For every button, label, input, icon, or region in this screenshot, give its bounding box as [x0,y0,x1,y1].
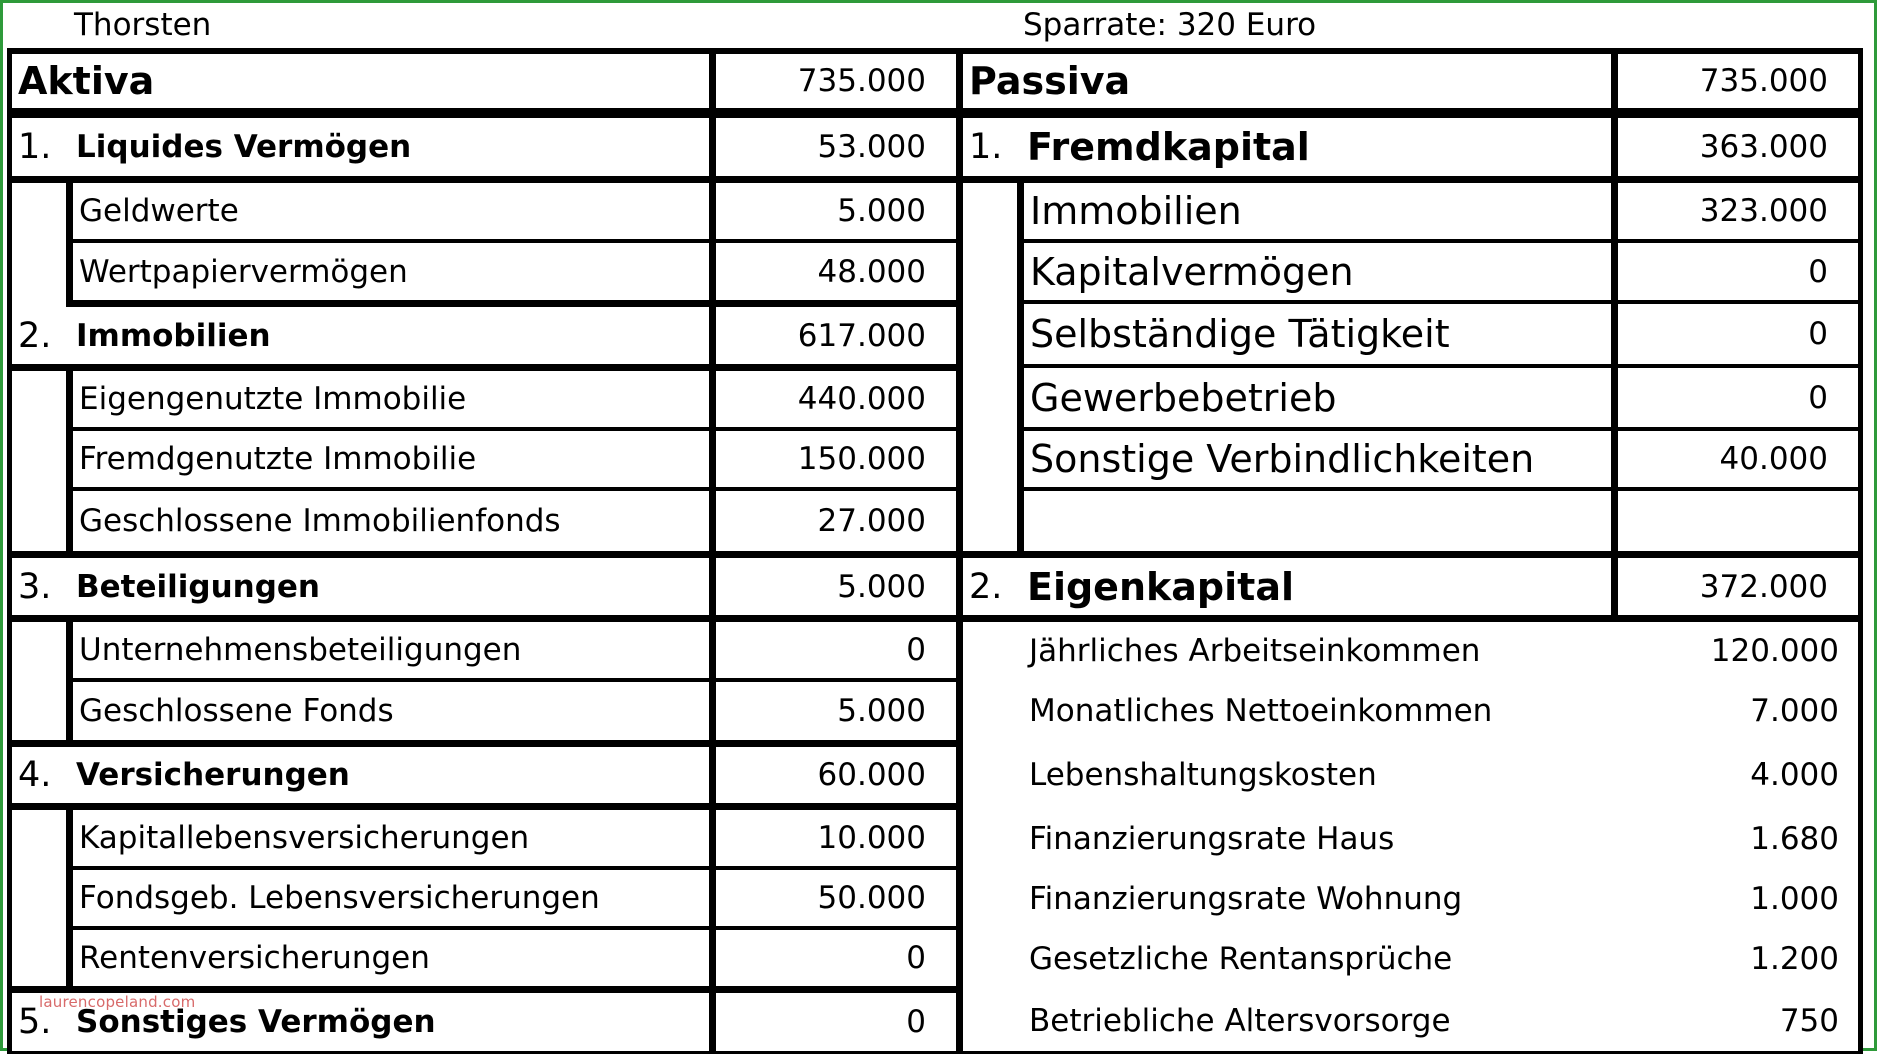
fremdkapital-item-kapital-label: Kapitalvermögen [1024,243,1611,300]
aktiva-indent [12,371,66,551]
aktiva-item-unternehmen-value: 0 [716,622,956,678]
detail-value: 1.200 [1750,941,1839,977]
detail-label: Betriebliche Altersvorsorge [1029,1003,1451,1039]
aktiva-group-4-value: 60.000 [716,747,956,803]
balance-sheet [7,48,1863,1054]
eigenkapital-value: 372.000 [1618,558,1858,615]
aktiva-item-eigengenutzt-label: Eigengenutzte Immobilie [73,371,709,427]
fremdkapital-item-gewerbe-label: Gewerbebetrieb [1024,368,1611,427]
detail-row [1029,870,1839,928]
aktiva-group-5-label: Sonstiges Vermögen [70,993,709,1051]
detail-value: 1.680 [1750,821,1839,857]
detail-label: Lebenshaltungskosten [1029,757,1377,793]
detail-row [1029,622,1839,680]
detail-row [1029,992,1839,1050]
detail-label: Jährliches Arbeitseinkommen [1029,633,1481,669]
aktiva-group-5-index: 5. [12,993,70,1051]
fremdkapital-label: Fremdkapital [1021,118,1611,176]
aktiva-group-3-value: 5.000 [716,558,956,615]
aktiva-group-1-value: 53.000 [716,118,956,176]
detail-value: 4.000 [1750,757,1839,793]
aktiva-group-5-value: 0 [716,993,956,1051]
aktiva-item-immofonds-label: Geschlossene Immobilienfonds [73,491,709,551]
detail-label: Gesetzliche Rentansprüche [1029,941,1453,977]
aktiva-item-kaplv-label: Kapitallebensversicherungen [73,810,709,866]
aktiva-group-3-index: 3. [12,558,70,615]
person-name: Thorsten [74,7,212,43]
detail-value: 750 [1779,1003,1839,1039]
eigenkapital-label: Eigenkapital [1021,558,1611,615]
aktiva-item-wertpapier-value: 48.000 [716,243,956,300]
fremdkapital-index: 1. [963,118,1021,176]
passiva-column [963,48,1863,1054]
aktiva-group-1-index: 1. [12,118,70,176]
aktiva-item-geschlfonds-label: Geschlossene Fonds [73,682,709,740]
eigenkapital-details [963,622,1858,1051]
aktiva-group-2-value: 617.000 [716,307,956,364]
detail-label: Finanzierungsrate Haus [1029,821,1395,857]
fremdkapital-item-sonstige-label: Sonstige Verbindlichkeiten [1024,431,1611,487]
aktiva-item-fondslv-value: 50.000 [716,870,956,926]
aktiva-group-4-label: Versicherungen [70,747,709,803]
detail-row [1029,746,1839,804]
aktiva-item-immofonds-value: 27.000 [716,491,956,551]
aktiva-item-geldwerte-label: Geldwerte [73,183,709,239]
aktiva-indent [12,622,66,740]
detail-label: Finanzierungsrate Wohnung [1029,881,1463,917]
detail-row [1029,682,1839,740]
aktiva-column [7,48,957,1054]
aktiva-item-eigengenutzt-value: 440.000 [716,371,956,427]
passiva-title: Passiva [963,54,1611,108]
detail-row [1029,930,1839,988]
fremdkapital-item-sonstige-value: 40.000 [1618,431,1858,487]
aktiva-item-renten-label: Rentenversicherungen [73,930,709,986]
detail-value: 1.000 [1750,881,1839,917]
aktiva-item-fremdgenutzt-label: Fremdgenutzte Immobilie [73,431,709,487]
passiva-indent [963,183,1017,551]
aktiva-item-kaplv-value: 10.000 [716,810,956,866]
detail-label: Monatliches Nettoeinkommen [1029,693,1493,729]
fremdkapital-item-immobilien-label: Immobilien [1024,183,1611,239]
aktiva-indent [12,810,66,986]
detail-value: 7.000 [1750,693,1839,729]
aktiva-total: 735.000 [716,54,956,108]
aktiva-group-3-label: Beteiligungen [70,558,709,615]
passiva-total: 735.000 [1618,54,1858,108]
aktiva-group-1-label: Liquides Vermögen [70,118,709,176]
aktiva-item-fremdgenutzt-value: 150.000 [716,431,956,487]
aktiva-item-renten-value: 0 [716,930,956,986]
savings-rate: Sparrate: 320 Euro [1023,7,1317,43]
fremdkapital-item-empty-label [1024,491,1611,551]
fremdkapital-item-immobilien-value: 323.000 [1618,183,1858,239]
fremdkapital-item-selbst-value: 0 [1618,304,1858,364]
detail-row [1029,810,1839,868]
aktiva-item-fondslv-label: Fondsgeb. Lebensversicherungen [73,870,709,926]
aktiva-group-4-index: 4. [12,747,70,803]
aktiva-group-2-label: Immobilien [70,307,709,364]
aktiva-title: Aktiva [12,54,709,108]
fremdkapital-item-gewerbe-value: 0 [1618,368,1858,427]
fremdkapital-value: 363.000 [1618,118,1858,176]
detail-value: 120.000 [1710,633,1839,669]
aktiva-group-2-index: 2. [12,307,70,364]
watermark-text: laurencopeland.com [39,993,196,1011]
aktiva-item-wertpapier-label: Wertpapiervermögen [73,243,709,300]
aktiva-item-unternehmen-label: Unternehmensbeteiligungen [73,622,709,678]
eigenkapital-index: 2. [963,558,1021,615]
aktiva-item-geldwerte-value: 5.000 [716,183,956,239]
fremdkapital-item-kapital-value: 0 [1618,243,1858,300]
fremdkapital-item-empty-value [1618,491,1858,551]
aktiva-item-geschlfonds-value: 5.000 [716,682,956,740]
fremdkapital-item-selbst-label: Selbständige Tätigkeit [1024,304,1611,364]
